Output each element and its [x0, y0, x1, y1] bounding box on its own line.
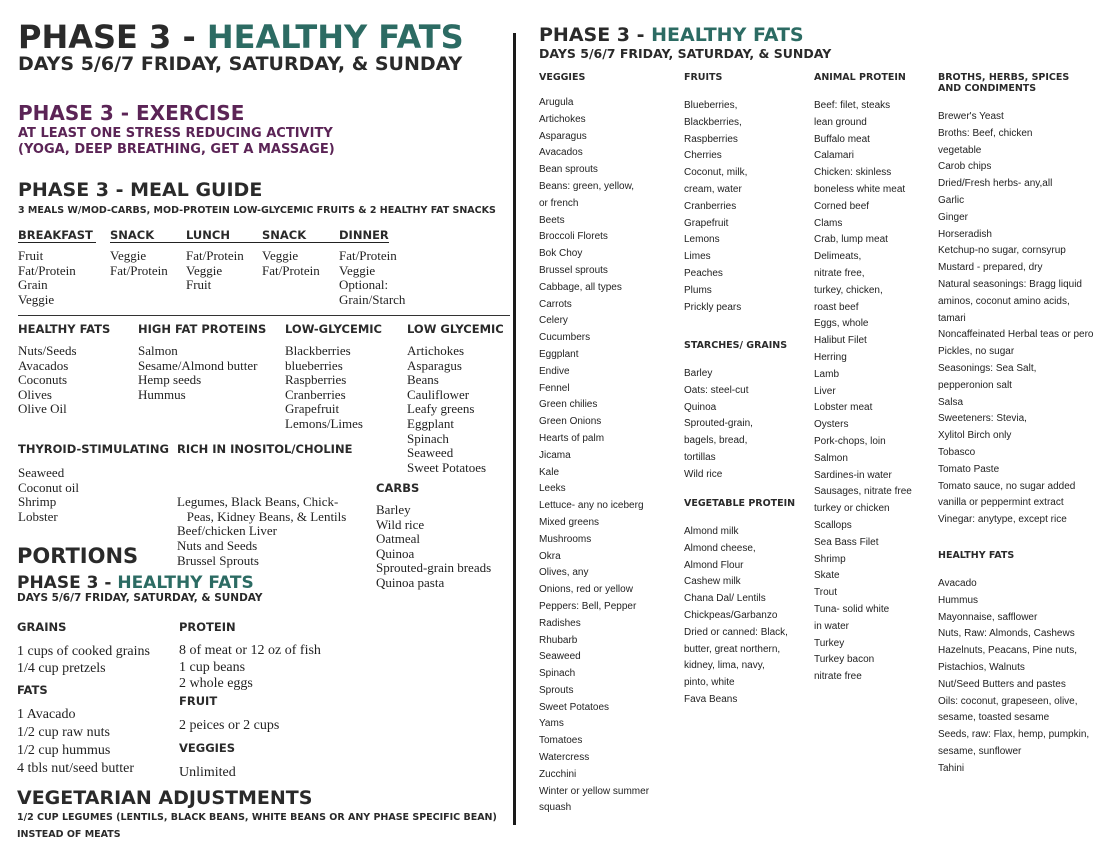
vegetarian-line-1: 1/2 CUP LEGUMES (LENTILS, BLACK BEANS, WHITE BEANS OR ANY PHASE SPECIFIC BEAN): [17, 812, 497, 823]
list-head: BROTHS, HERBS, SPICES: [938, 72, 1070, 83]
list-head: FRUITS: [684, 72, 723, 83]
cat-head: THYROID-STIMULATING: [18, 442, 169, 456]
page-divider: [513, 33, 516, 825]
exercise-title: PHASE 3 - EXERCISE: [18, 101, 245, 125]
portion-fruit: [179, 694, 279, 734]
right-fruits: [684, 72, 747, 316]
meal-guide-title: PHASE 3 - MEAL GUIDE: [18, 179, 263, 201]
left-title: PHASE 3 - HEALTHY FATS: [18, 18, 464, 56]
right-title: PHASE 3 - HEALTHY FATS: [539, 24, 804, 46]
meal-items: Fat/Protein Veggie Fruit: [186, 248, 244, 293]
meal-items: Fruit Fat/Protein Grain Veggie: [18, 248, 76, 307]
cat-items: Salmon Sesame/Almond butter Hemp seeds Hummus: [138, 343, 258, 402]
portion-items: 2 peices or 2 cups: [179, 718, 280, 733]
cat-items: Legumes, Black Beans, Chick- Peas, Kidney Beans, & Lentils Beef/chicken Liver Nuts and Seeds Brussel Sprouts: [177, 494, 347, 568]
right-broths-herbs: [938, 72, 1093, 529]
portion-head: PROTEIN: [179, 620, 236, 634]
cat-head: CARBS: [376, 481, 420, 495]
list-items: Beef: filet, steaks lean ground Buffalo meat Calamari Chicken: skinless boneless white meat Corned beef Clams Crab, lump meat Delimeats, nitrate free, turkey, chicken, roast beef Eggs, whole Halibut Filet Herring Lamb Liver Lobster meat Oysters Pork-chops, loin Salmon Sardines-in water Sausages, nitrate free turkey or chicken Scallops Sea Bass Filet Shrimp Skate Trout Tuna- solid white in water Turkey Turkey bacon nitrate free: [814, 100, 912, 683]
list-items: Avacado Hummus Mayonnaise, safflower Nuts, Raw: Almonds, Cashews Hazelnuts, Peacans, Pine nuts, Pistachios, Walnuts Nut/Seed Butters and pastes Oils: coconut, grapeseen, olive, sesame, toasted sesame Seeds, raw: Flax, hemp, pumpkin, sesame, sunflower Tahini: [938, 578, 1090, 774]
portion-grains: [17, 620, 150, 677]
cat-thyroid: [18, 442, 169, 524]
portion-head: FRUIT: [179, 694, 218, 708]
portion-items: Unlimited: [179, 765, 236, 780]
cat-items: Blackberries blueberries Raspberries Cranberries Grapefruit Lemons/Limes: [285, 343, 363, 431]
meal-head: LUNCH: [186, 228, 262, 243]
right-animal-protein: [814, 72, 912, 686]
meal-items: Veggie Fat/Protein: [262, 248, 320, 278]
list-items: Blueberries, Blackberries, Raspberries Cherries Coconut, milk, cream, water Cranberries Grapefruit Lemons Limes Peaches Plums Prickly pears: [684, 100, 748, 313]
meal-dinner: [339, 228, 405, 307]
portion-veggies: [179, 741, 236, 781]
meal-items: Veggie Fat/Protein: [110, 248, 168, 278]
meal-guide-subtitle: 3 MEALS W/MOD-CARBS, MOD-PROTEIN LOW-GLYCEMIC FRUITS & 2 HEALTHY FAT SNACKS: [18, 205, 496, 216]
cat-low-glycemic-veggies: [407, 322, 504, 475]
portion-head: FATS: [17, 683, 48, 697]
portions-title: PORTIONS: [17, 544, 139, 568]
cat-items: Nuts/Seeds Avacados Coconuts Olives Olive Oil: [18, 343, 77, 417]
cat-head: HIGH FAT PROTEINS: [138, 322, 267, 336]
cat-items: Artichokes Asparagus Beans Cauliflower Leafy greens Eggplant Spinach Seaweed Sweet Potatoes: [407, 343, 487, 475]
list-items: Brewer's Yeast Broths: Beef, chicken vegetable Carob chips Dried/Fresh herbs- any,all Garlic Ginger Horseradish Ketchup-no sugar, cornsyrup Mustard - prepared, dry Natural seasonings: Bragg liquid aminos, coconut amino acids, tamari Noncaffeinated Herbal teas or pero Pickles, no sugar Seasonings: Sea Salt, pepperonion salt Salsa Sweeteners: Stevia, Xylitol Birch only Tobasco Tomato Paste Tomato sauce, no sugar added vanilla or peppermint extract Vinegar: anytype, except rice: [938, 111, 1094, 526]
vegetarian-line-2: INSTEAD OF MEATS: [17, 829, 121, 840]
portion-protein: [179, 620, 321, 693]
right-days: DAYS 5/6/7 FRIDAY, SATURDAY, & SUNDAY: [539, 46, 832, 61]
divider-line: [18, 315, 510, 316]
portion-items: 8 of meat or 12 oz of fish 1 cup beans 2 whole eggs: [179, 643, 321, 691]
list-head: STARCHES/ GRAINS: [684, 340, 788, 351]
list-head-line-2: AND CONDIMENTS: [938, 83, 1037, 94]
meal-snack-1: [110, 228, 186, 278]
meal-breakfast: [18, 228, 96, 307]
meal-lunch: [186, 228, 262, 293]
meal-head: DINNER: [339, 228, 389, 242]
exercise-line-2: (YOGA, DEEP BREATHING, GET A MASSAGE): [18, 142, 335, 157]
portions-phase-title: PHASE 3 - HEALTHY FATS: [17, 573, 254, 593]
portion-fats: [17, 683, 134, 778]
left-days: DAYS 5/6/7 FRIDAY, SATURDAY, & SUNDAY: [18, 53, 463, 75]
cat-carbs: [376, 481, 491, 591]
meal-head: BREAKFAST: [18, 228, 96, 243]
list-items: Almond milk Almond cheese, Almond Flour Cashew milk Chana Dal/ Lentils Chickpeas/Garbanzo Dried or canned: Black, butter, great northern, kidney, lima, navy, pinto, white Fava Beans: [684, 526, 788, 705]
portion-head: GRAINS: [17, 620, 67, 634]
list-items: Arugula Artichokes Asparagus Avacados Bean sprouts Beans: green, yellow, or french Beets Broccoli Florets Bok Choy Brussel sprouts Cabbage, all types Carrots Celery Cucumbers Eggplant Endive Fennel Green chilies Green Onions Hearts of palm Jicama Kale Leeks Lettuce- any no iceberg Mixed greens Mushrooms Okra Olives, any Onions, red or yellow Peppers: Bell, Pepper Radishes Rhubarb Seaweed Spinach Sprouts Sweet Potatoes Yams Tomatoes Watercress Zucchini Winter or yellow summer squash: [539, 97, 650, 814]
list-head: ANIMAL PROTEIN: [814, 72, 906, 83]
meal-head: SNACK: [262, 228, 339, 243]
meal-head: SNACK: [110, 228, 186, 243]
right-healthy-fats: [938, 550, 1089, 778]
list-items: Barley Oats: steel-cut Quinoa Sprouted-grain, bagels, bread, tortillas Wild rice: [684, 368, 753, 480]
cat-head: RICH IN INOSITOL/CHOLINE: [177, 442, 353, 456]
meal-snack-2: [262, 228, 339, 278]
portion-items: 1 Avacado 1/2 cup raw nuts 1/2 cup hummus 4 tbls nut/seed butter: [17, 707, 135, 776]
cat-high-fat-proteins: [138, 322, 266, 402]
portion-head: VEGGIES: [179, 741, 236, 755]
cat-healthy-fats: [18, 322, 110, 417]
vegetarian-title: VEGETARIAN ADJUSTMENTS: [17, 787, 313, 809]
cat-head: LOW GLYCEMIC: [407, 322, 504, 336]
portions-days: DAYS 5/6/7 FRIDAY, SATURDAY, & SUNDAY: [17, 592, 263, 604]
right-vegetable-protein: [684, 498, 795, 709]
cat-head: HEALTHY FATS: [18, 322, 111, 336]
list-head: VEGETABLE PROTEIN: [684, 498, 796, 509]
list-head: VEGGIES: [539, 72, 586, 83]
portion-items: 1 cups of cooked grains 1/4 cup pretzels: [17, 644, 150, 676]
list-head: HEALTHY FATS: [938, 550, 1015, 561]
cat-head: LOW-GLYCEMIC: [285, 322, 382, 336]
cat-items: Seaweed Coconut oil Shrimp Lobster: [18, 465, 80, 524]
right-veggies: [539, 72, 649, 817]
cat-items: Barley Wild rice Oatmeal Quinoa Sprouted-grain breads Quinoa pasta: [376, 502, 492, 590]
cat-low-glycemic-fruits: [285, 322, 382, 432]
exercise-line-1: AT LEAST ONE STRESS REDUCING ACTIVITY: [18, 126, 333, 141]
right-starches: [684, 340, 787, 484]
meal-items: Fat/Protein Veggie Optional: Grain/Starch: [339, 248, 406, 307]
